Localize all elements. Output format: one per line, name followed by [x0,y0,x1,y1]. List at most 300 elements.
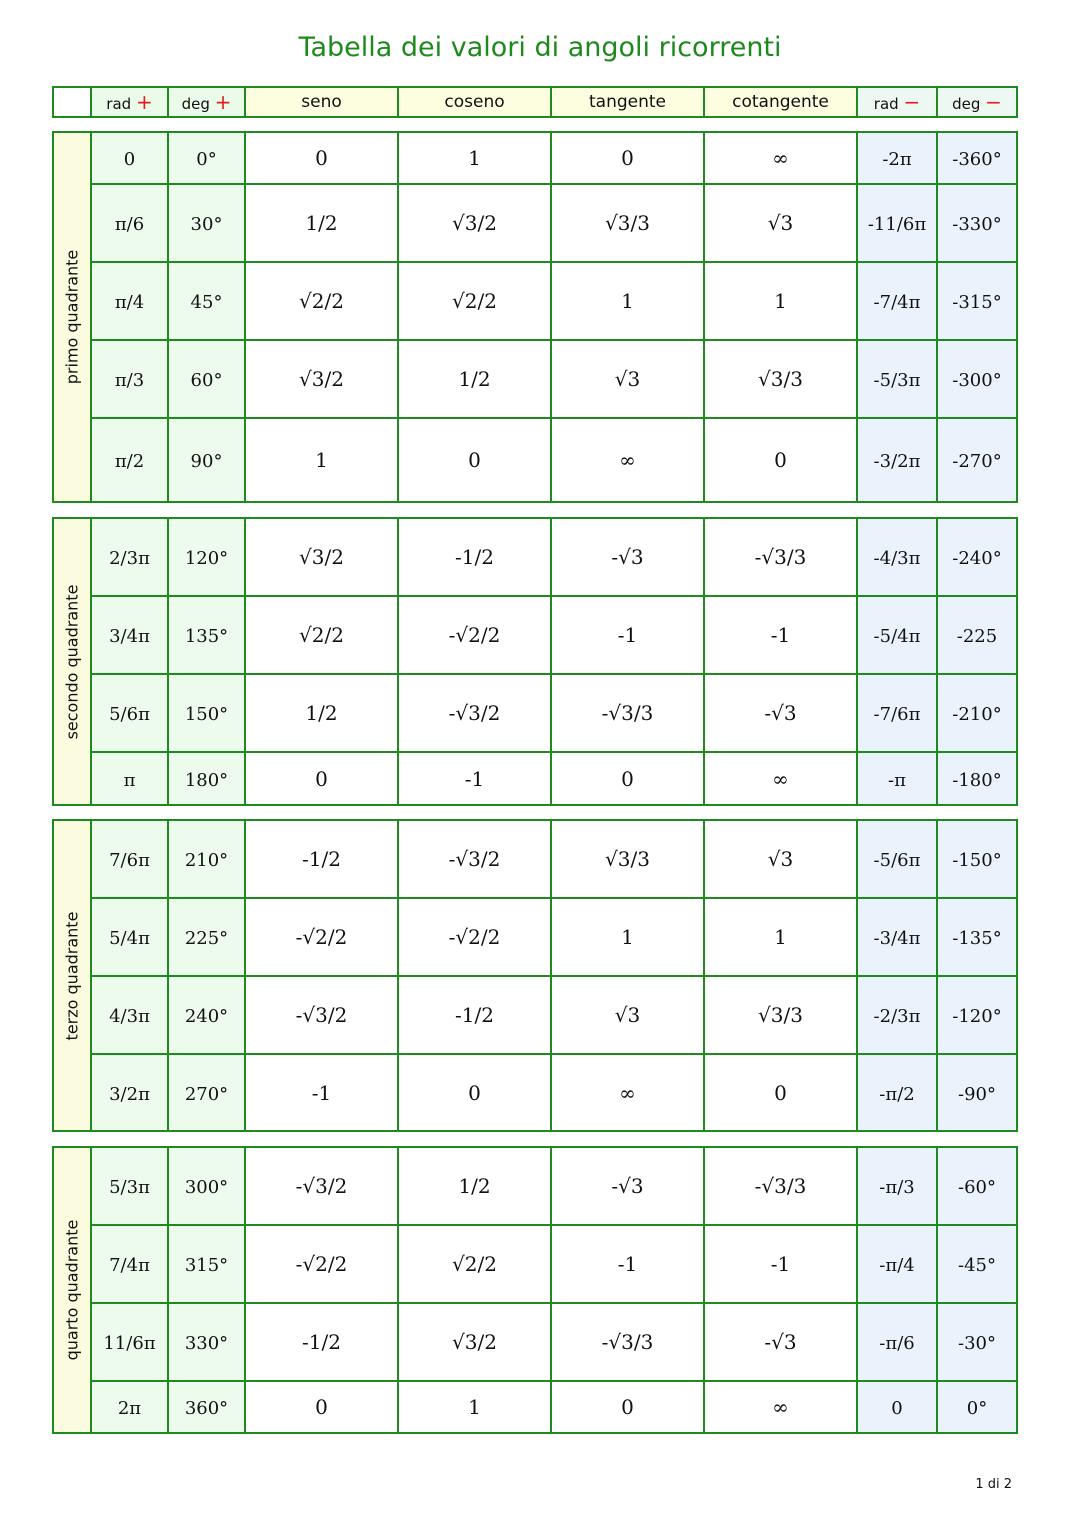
cell-rad-pos [91,976,168,1054]
cell-coseno [398,340,551,418]
cell-cotangente [704,596,857,674]
header-empty [53,87,91,117]
cell-rad-pos [91,1381,168,1433]
table-row [53,1381,1017,1433]
cell-value: 360° [184,1398,229,1419]
cell-cotangente [704,752,857,805]
cell-rad-neg [857,1381,937,1433]
cell-value: √3 [767,211,794,235]
cell-deg-neg [937,674,1017,752]
cell-value: 90° [190,451,223,472]
cell-value: 1 [468,146,481,170]
cell-deg-neg [937,1147,1017,1225]
cell-deg-neg [937,976,1017,1054]
cell-value: -√3/2 [448,847,501,871]
cell-value: 0 [123,149,136,170]
cell-value: √3/3 [605,847,650,871]
quadrant-label [53,1147,91,1433]
cell-value: 150° [184,704,229,725]
cell-cotangente [704,132,857,184]
cell-value: 0 [621,766,634,791]
cell-seno [245,1147,398,1225]
table-row [53,418,1017,502]
cell-rad-neg [857,1225,937,1303]
cell-cotangente [704,976,857,1054]
cell-deg-neg [937,340,1017,418]
minus-sign: − [903,90,921,114]
cell-value: -11/6π [867,214,927,235]
cell-value: -√3 [611,545,644,569]
cell-deg-neg [937,262,1017,340]
cell-rad-pos [91,1225,168,1303]
cell-value: -√2/2 [295,925,348,949]
quadrant-table [52,1146,1018,1434]
cell-value: √2/2 [452,1252,497,1276]
cell-seno [245,418,398,502]
table-row [53,820,1017,898]
cell-value: 3/4π [109,626,150,647]
cell-rad-neg [857,340,937,418]
cell-value: -√3/2 [295,1174,348,1198]
cell-tangente [551,674,704,752]
cell-cotangente [704,340,857,418]
cell-value: -300° [952,370,1002,391]
cell-seno [245,1381,398,1433]
cell-deg-neg [937,820,1017,898]
cell-value: -1/2 [302,847,341,871]
table-row [53,1147,1017,1225]
cell-value: -√2/2 [295,1252,348,1276]
cell-tangente [551,1147,704,1225]
cell-coseno [398,674,551,752]
table-row [53,518,1017,596]
cell-tangente [551,1225,704,1303]
cell-rad-neg [857,976,937,1054]
cell-cotangente [704,418,857,502]
cell-value: 0 [774,448,787,472]
cell-value: 330° [184,1333,229,1354]
header-row [52,86,1018,118]
quadrant-label [53,820,91,1131]
cell-value: 0 [621,1395,634,1419]
cell-value: -330° [952,214,1002,235]
cell-value: -1 [311,1080,332,1105]
quadrant-table [52,131,1018,503]
cell-coseno [398,184,551,262]
cell-value: -1/2 [455,545,494,569]
cell-rad-neg [857,674,937,752]
cell-deg-neg [937,596,1017,674]
table-row [53,340,1017,418]
cell-value: ∞ [772,1395,789,1419]
cell-coseno [398,1147,551,1225]
cell-value: 210° [184,850,229,871]
cell-value: 0 [468,448,481,472]
cell-seno [245,340,398,418]
cell-value: √2/2 [299,289,344,313]
cell-value: -1/2 [455,1003,494,1027]
cell-value: -150° [952,850,1002,871]
cell-coseno [398,518,551,596]
cell-deg-pos [168,674,245,752]
cell-value: -7/4π [873,292,921,313]
cell-value: √3/2 [299,545,344,569]
table-row [53,976,1017,1054]
cell-tangente [551,1054,704,1131]
cell-value: 0 [468,1080,481,1105]
cell-deg-neg [937,1225,1017,1303]
quadrant-table [52,819,1018,1132]
header-deg-neg-label: deg [952,95,981,113]
quadrant-label [53,132,91,502]
table-row [53,596,1017,674]
page-number: 1 di 2 [975,1477,1012,1492]
cell-coseno [398,1225,551,1303]
cell-value: 5/6π [109,704,150,725]
cell-coseno [398,1303,551,1381]
cell-value: 0 [315,766,328,791]
cell-value: -π/2 [879,1083,915,1105]
cell-seno [245,1054,398,1131]
cell-rad-neg [857,184,937,262]
header-seno: seno [245,87,398,117]
cell-rad-pos [91,674,168,752]
cell-tangente [551,262,704,340]
cell-value: -5/3π [873,370,921,391]
cell-coseno [398,1381,551,1433]
cell-value: 60° [190,370,223,391]
cell-value: π [123,769,136,791]
quadrant-table [52,517,1018,806]
cell-value: -√3 [611,1174,644,1198]
cell-value: -1 [617,1252,638,1276]
cell-cotangente [704,1147,857,1225]
cell-deg-pos [168,340,245,418]
quadrant-label [53,518,91,805]
cell-deg-neg [937,1303,1017,1381]
cell-seno [245,132,398,184]
cell-deg-pos [168,820,245,898]
cell-rad-neg [857,898,937,976]
cell-rad-neg [857,1054,937,1131]
cell-tangente [551,596,704,674]
cell-deg-pos [168,752,245,805]
cell-rad-pos [91,820,168,898]
cell-rad-pos [91,518,168,596]
cell-coseno [398,262,551,340]
cell-tangente [551,418,704,502]
cell-value: 5/3π [109,1177,150,1198]
cell-seno [245,752,398,805]
header-cotangente: cotangente [704,87,857,117]
cell-value: -1/2 [302,1330,341,1354]
cell-value: √3/2 [452,211,497,235]
header-coseno: coseno [398,87,551,117]
table-row [53,184,1017,262]
cell-value: -π/4 [879,1255,915,1276]
quadrant-label-text: secondo quadrante [62,584,82,739]
cell-value: -90° [958,1083,996,1105]
cell-value: 5/4π [109,928,150,949]
cell-value: -4/3π [873,548,921,569]
cell-value: √3/2 [452,1330,497,1354]
cell-rad-pos [91,132,168,184]
cell-value: 120° [184,548,229,569]
cell-value: ∞ [772,766,789,791]
cell-tangente [551,184,704,262]
cell-value: √3/3 [758,367,803,391]
cell-rad-pos [91,418,168,502]
cell-value: 1 [468,1395,481,1419]
cell-value: 0 [315,1395,328,1419]
cell-rad-pos [91,1054,168,1131]
cell-value: -π/3 [879,1177,915,1198]
cell-cotangente [704,1303,857,1381]
cell-rad-pos [91,340,168,418]
cell-tangente [551,340,704,418]
cell-rad-neg [857,1147,937,1225]
cell-value: √3 [614,367,641,391]
cell-value: 1 [315,448,328,472]
cell-tangente [551,1381,704,1433]
cell-value: 0° [196,149,217,170]
cell-tangente [551,752,704,805]
cell-value: -1 [464,766,485,791]
cell-value: -2/3π [873,1006,921,1027]
cell-value: -270° [952,451,1002,472]
cell-value: -√2/2 [448,925,501,949]
cell-cotangente [704,518,857,596]
cell-value: π/4 [114,292,145,313]
header-rad-pos [91,87,168,117]
cell-value: 1/2 [305,701,338,725]
quadrant-label-text: terzo quadrante [62,911,82,1040]
header-rad-neg [857,87,937,117]
cell-value: -√3/3 [601,1330,654,1354]
cell-rad-neg [857,132,937,184]
cell-value: √2/2 [452,289,497,313]
minus-sign: − [985,90,1002,114]
cell-value: 0 [774,1080,787,1105]
cell-value: √3/2 [299,367,344,391]
cell-value: 0 [891,1398,903,1419]
cell-value: 270° [184,1083,229,1105]
cell-tangente [551,976,704,1054]
cell-deg-neg [937,1054,1017,1131]
plus-sign: + [135,90,153,114]
cell-value: -√3/3 [754,545,807,569]
cell-value: -360° [952,149,1002,170]
cell-value: -120° [952,1006,1002,1027]
cell-value: -60° [958,1177,996,1198]
table-row [53,262,1017,340]
cell-value: 1/2 [458,1174,491,1198]
cell-value: 30° [190,214,223,235]
cell-value: √3/3 [758,1003,803,1027]
cell-value: -5/4π [873,626,921,647]
cell-value: -1 [770,623,791,647]
cell-value: -√3 [764,1330,797,1354]
cell-value: -√3/2 [448,701,501,725]
cell-coseno [398,820,551,898]
cell-value: 225° [184,928,229,949]
cell-seno [245,596,398,674]
cell-value: -5/6π [873,850,921,871]
cell-value: √3 [767,847,794,871]
cell-value: 180° [184,769,229,791]
cell-tangente [551,132,704,184]
header-tangente: tangente [551,87,704,117]
cell-seno [245,674,398,752]
cell-deg-pos [168,132,245,184]
cell-deg-pos [168,518,245,596]
cell-value: -315° [952,292,1002,313]
table-row [53,132,1017,184]
cell-value: ∞ [772,146,789,170]
cell-value: 7/6π [109,850,150,871]
cell-value: 45° [190,292,223,313]
cell-deg-neg [937,898,1017,976]
page-title: Tabella dei valori di angoli ricorrenti [298,32,782,63]
cell-rad-pos [91,184,168,262]
cell-value: π/6 [114,214,145,235]
cell-value: -π/6 [879,1333,915,1354]
cell-value: 1 [621,925,634,949]
table-row [53,898,1017,976]
cell-rad-pos [91,262,168,340]
cell-value: 1 [774,289,787,313]
cell-cotangente [704,674,857,752]
cell-rad-pos [91,752,168,805]
cell-coseno [398,418,551,502]
table-row [53,674,1017,752]
cell-value: 7/4π [109,1255,150,1276]
header-rad-neg-label: rad [873,95,899,113]
quadrant-label-text: quarto quadrante [62,1219,82,1361]
cell-rad-pos [91,1147,168,1225]
cell-rad-neg [857,418,937,502]
cell-seno [245,1303,398,1381]
cell-seno [245,1225,398,1303]
cell-cotangente [704,820,857,898]
cell-rad-pos [91,1303,168,1381]
cell-value: -3/4π [873,928,921,949]
cell-seno [245,262,398,340]
cell-value: -135° [952,928,1002,949]
cell-tangente [551,518,704,596]
cell-deg-pos [168,1303,245,1381]
cell-value: -1 [617,623,638,647]
cell-seno [245,898,398,976]
cell-value: 0 [621,146,634,170]
cell-deg-pos [168,1381,245,1433]
cell-rad-neg [857,262,937,340]
cell-seno [245,976,398,1054]
cell-deg-pos [168,596,245,674]
header-deg-pos-label: deg [181,95,210,113]
table-row [53,1303,1017,1381]
cell-deg-pos [168,418,245,502]
cell-cotangente [704,1225,857,1303]
cell-tangente [551,820,704,898]
cell-value: -√2/2 [448,623,501,647]
cell-seno [245,184,398,262]
cell-rad-pos [91,596,168,674]
cell-value: 1/2 [305,211,338,235]
plus-sign: + [214,90,232,114]
cell-value: -210° [952,704,1002,725]
cell-coseno [398,1054,551,1131]
cell-value: -1 [770,1252,791,1276]
cell-tangente [551,898,704,976]
cell-value: -180° [952,769,1002,791]
cell-value: -7/6π [873,704,921,725]
cell-value: √2/2 [299,623,344,647]
cell-rad-neg [857,518,937,596]
cell-tangente [551,1303,704,1381]
cell-deg-pos [168,1054,245,1131]
cell-rad-pos [91,898,168,976]
header-rad-pos-label: rad [106,95,132,113]
cell-seno [245,518,398,596]
cell-value: -3/2π [873,451,921,472]
cell-value: √3 [614,1003,641,1027]
cell-value: -2π [882,149,912,170]
cell-deg-neg [937,418,1017,502]
cell-deg-neg [937,132,1017,184]
table-row [53,1225,1017,1303]
table-row [53,752,1017,805]
cell-deg-pos [168,1225,245,1303]
cell-seno [245,820,398,898]
cell-value: π/2 [114,451,145,472]
cell-rad-neg [857,820,937,898]
cell-cotangente [704,898,857,976]
cell-value: -√3 [764,701,797,725]
cell-coseno [398,596,551,674]
cell-value: -240° [952,548,1002,569]
cell-coseno [398,976,551,1054]
cell-rad-neg [857,1303,937,1381]
cell-value: 2π [117,1398,142,1419]
cell-value: 4/3π [109,1006,150,1027]
cell-value: -45° [958,1255,996,1276]
cell-rad-neg [857,596,937,674]
cell-deg-neg [937,752,1017,805]
cell-value: -√3/2 [295,1003,348,1027]
cell-cotangente [704,184,857,262]
cell-deg-pos [168,262,245,340]
cell-value: -30° [958,1333,996,1354]
cell-coseno [398,898,551,976]
cell-rad-neg [857,752,937,805]
cell-value: 135° [184,626,229,647]
cell-value: 11/6π [103,1333,156,1354]
cell-value: -π [888,769,906,791]
cell-deg-pos [168,184,245,262]
cell-value: 3/2π [109,1083,150,1105]
cell-value: -√3/3 [754,1174,807,1198]
cell-cotangente [704,1054,857,1131]
cell-cotangente [704,1381,857,1433]
cell-value: 240° [184,1006,229,1027]
cell-coseno [398,752,551,805]
cell-value: -225 [956,626,998,647]
cell-deg-neg [937,1381,1017,1433]
cell-value: 0° [966,1398,988,1419]
cell-coseno [398,132,551,184]
cell-value: ∞ [619,1080,636,1105]
